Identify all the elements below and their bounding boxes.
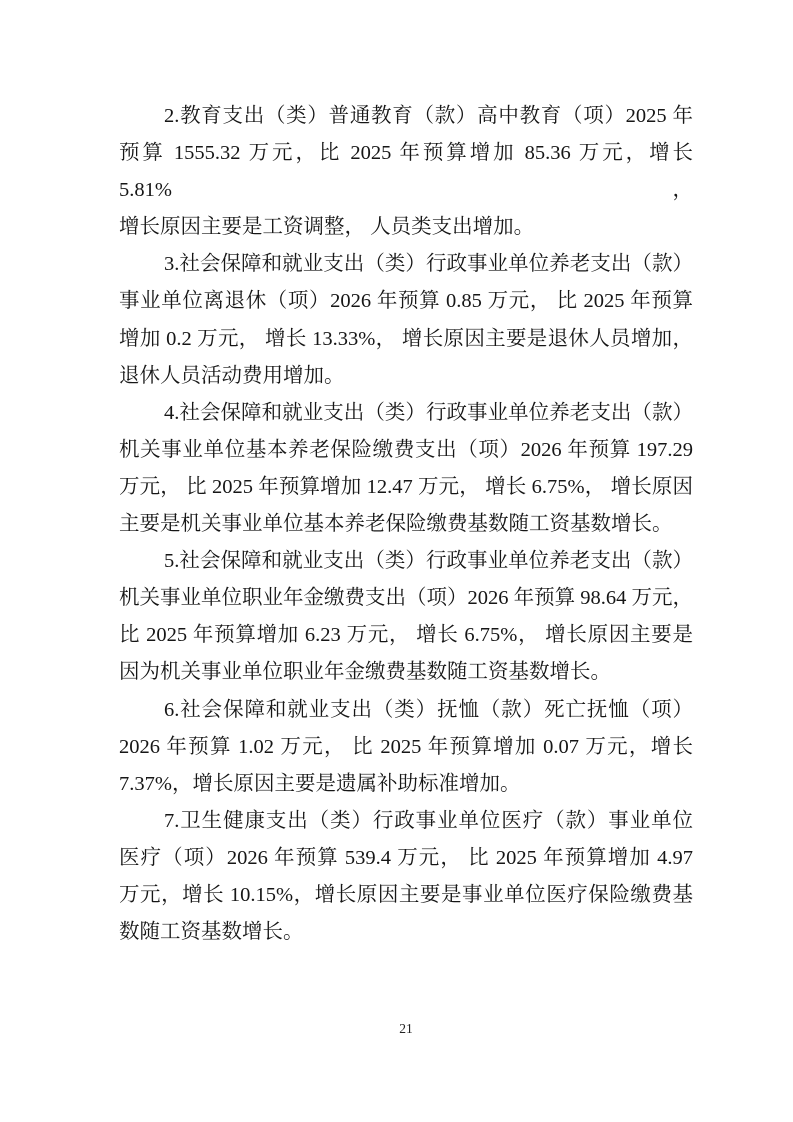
text-line: 7.卫生健康支出（类）行政事业单位医疗（款）事业单位	[164, 809, 693, 832]
budget-paragraph-7	[119, 803, 693, 951]
text-line: 6.社会保障和就业支出（类）抚恤（款）死亡抚恤（项）	[164, 698, 693, 721]
text-line: 数随工资基数增长。	[119, 921, 304, 944]
text-line: 机关事业单位基本养老保险缴费支出（项）2026 年预算 197.29	[119, 438, 693, 461]
document-body	[119, 98, 693, 951]
text-line: 增加 0.2 万元， 增长 13.33%， 增长原因主要是退休人员增加，	[119, 327, 693, 350]
text-line: 3.社会保障和就业支出（类）行政事业单位养老支出（款）	[164, 253, 693, 276]
text-line: 事业单位离退休（项）2026 年预算 0.85 万元， 比 2025 年预算	[119, 290, 693, 313]
page-number: 21	[399, 1021, 413, 1036]
text-line: 医疗（项）2026 年预算 539.4 万元， 比 2025 年预算增加 4.97	[119, 846, 693, 869]
text-line: 因为机关事业单位职业年金缴费基数随工资基数增长。	[119, 661, 611, 684]
text-line: 增长原因主要是工资调整， 人员类支出增加。	[119, 216, 535, 239]
budget-paragraph-2	[119, 98, 693, 246]
text-line: 2026 年预算 1.02 万元， 比 2025 年预算增加 0.07 万元，增长	[119, 735, 693, 758]
budget-paragraph-6	[119, 692, 693, 803]
text-line: 7.37%，增长原因主要是遗属补助标准增加。	[119, 772, 521, 795]
text-line: 比 2025 年预算增加 6.23 万元， 增长 6.75%， 增长原因主要是	[119, 624, 693, 647]
text-line: 机关事业单位职业年金缴费支出（项）2026 年预算 98.64 万元，	[119, 587, 693, 610]
text-line: 预算 1555.32 万元，比 2025 年预算增加 85.36 万元，增长 5.81%，	[119, 142, 693, 202]
text-line: 万元， 比 2025 年预算增加 12.47 万元， 增长 6.75%， 增长原因	[119, 475, 693, 498]
text-line: 退休人员活动费用增加。	[119, 364, 345, 387]
budget-paragraph-3	[119, 246, 693, 394]
text-line: 主要是机关事业单位基本养老保险缴费基数随工资基数增长。	[119, 513, 673, 536]
text-line: 4.社会保障和就业支出（类）行政事业单位养老支出（款）	[164, 401, 693, 424]
text-line: 5.社会保障和就业支出（类）行政事业单位养老支出（款）	[164, 550, 693, 573]
text-line: 万元，增长 10.15%，增长原因主要是事业单位医疗保险缴费基	[119, 883, 693, 906]
budget-paragraph-5	[119, 543, 693, 691]
budget-paragraph-4	[119, 395, 693, 543]
text-line: 2.教育支出（类）普通教育（款）高中教育（项）2025 年	[164, 105, 693, 127]
